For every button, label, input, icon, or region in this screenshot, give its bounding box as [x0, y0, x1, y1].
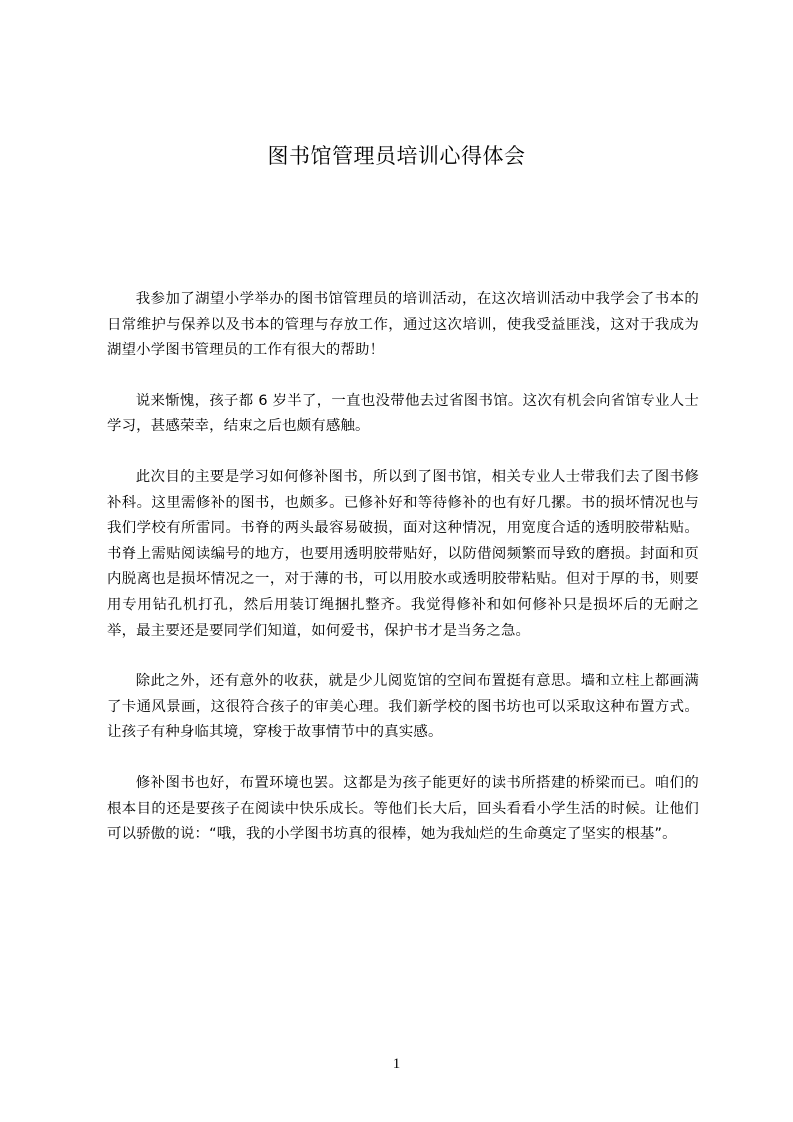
- document-body: [107, 287, 699, 873]
- paragraph-5: 修补图书也好，布置环境也罢。这都是为孩子能更好的读书所搭建的桥梁而已。咱们的根本目的还是要孩子在阅读中快乐成长。等他们长大后，回头看看小学生活的时候。让他们可以骄傲的说：“哦，我的小学图书坊真的很棒，她为我灿烂的生命奠定了坚实的根基”。: [107, 774, 699, 843]
- page-number: 1: [392, 1056, 401, 1072]
- paragraph-4: 除此之外，还有意外的收获，就是少儿阅览馆的空间布置挺有意思。墙和立柱上都画满了卡通风景画，这很符合孩子的审美心理。我们新学校的图书坊也可以采取这种布置方式。让孩子有种身临其境，穿梭于故事情节中的真实感。: [107, 673, 699, 741]
- paragraph-2: 说来惭愧，孩子都 6 岁半了，一直也没带他去过省图书馆。这次有机会向省馆专业人士学习，甚感荣幸，结束之后也颇有感触。: [107, 392, 699, 435]
- paragraph-3: 此次目的主要是学习如何修补图书，所以到了图书馆，相关专业人士带我们去了图书修补科。这里需修补的图书，也颇多。已修补好和等待修补的也有好几摞。书的损坏情况也与我们学校有所雷同。书脊的两头最容易破损，面对这种情况，用宽度合适的透明胶带粘贴。书脊上需贴阅读编号的地方，也要用透明胶带贴好，以防借阅频繁而导致的磨损。封面和页内脱离也是损坏情况之一，对于薄的书，可以用胶水或透明胶带粘贴。但对于厚的书，则要用专用钻孔机打孔，然后用装订绳捆扎整齐。我觉得修补和如何修补只是损坏后的无耐之举，最主要还是要同学们知道，如何爱书，保护书才是当务之急。: [107, 468, 699, 639]
- document-title: 图书馆管理员培训心得体会: [267, 144, 526, 168]
- paragraph-1: 我参加了湖望小学举办的图书馆管理员的培训活动，在这次培训活动中我学会了书本的日常维护与保养以及书本的管理与存放工作，通过这次培训，使我受益匪浅，这对于我成为湖望小学图书管理员的工作有很大的帮助！: [107, 291, 699, 359]
